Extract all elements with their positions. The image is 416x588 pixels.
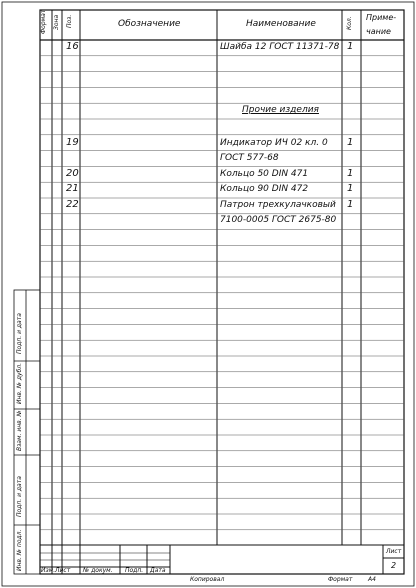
row-22-name: Патрон трехкулачковый — [220, 200, 336, 210]
tb-izm: Изм. — [41, 567, 56, 574]
footer-copied: Копировал — [190, 576, 225, 583]
stamp-sign-date-1: Подп. и дата — [16, 313, 23, 354]
tb-doc-no: № докум. — [83, 567, 113, 574]
column-lines — [52, 10, 361, 545]
stamp-vzam-inv: Взам. инв. № — [16, 410, 23, 451]
row-22-qty: 1 — [347, 199, 354, 210]
row-19-name-cont: ГОСТ 577-68 — [220, 153, 279, 163]
footer-format-label: Формат — [328, 576, 353, 583]
header-format: Формат — [40, 9, 47, 34]
row-21-pos: 21 — [66, 183, 79, 194]
row-21-name: Кольцо 90 DIN 472 — [220, 184, 309, 194]
row-22-name-cont: 7100-0005 ГОСТ 2675-80 — [220, 215, 337, 225]
row-lines — [40, 56, 404, 530]
row-19-name: Индикатор ИЧ 02 кл. 0 — [220, 138, 328, 148]
stamp-sign-date-2: Подп. и дата — [16, 476, 23, 517]
row-16-pos: 16 — [66, 41, 79, 52]
stamp-inv-podl: Инв. № подл. — [16, 529, 23, 571]
section-title-other-items: Прочие изделия — [242, 105, 319, 115]
stamp-inv-dubl: Инв. № дубл. — [16, 362, 23, 404]
tb-sheet-no: 2 — [391, 561, 397, 570]
header-qty: Кол. — [346, 16, 353, 30]
tb-date: Дата — [150, 567, 166, 574]
header-note-line1: Приме- — [366, 13, 397, 22]
tb-sign: Подп. — [125, 567, 144, 574]
row-20-qty: 1 — [347, 168, 354, 179]
header-pos: Поз. — [66, 14, 73, 28]
row-20-name: Кольцо 50 DIN 471 — [220, 169, 309, 179]
row-16-qty: 1 — [347, 41, 354, 52]
row-16-name: Шайба 12 ГОСТ 11371-78 — [220, 42, 340, 52]
row-22-pos: 22 — [66, 199, 79, 210]
tb-list: Лист — [55, 567, 71, 574]
header-zone: Зона — [53, 14, 60, 30]
row-19-qty: 1 — [347, 137, 354, 148]
header-note-line2: чание — [366, 27, 391, 36]
tb-sheet-label: Лист — [386, 548, 402, 555]
row-19-pos: 19 — [66, 137, 79, 148]
footer-format-value: А4 — [368, 576, 376, 583]
header-designation: Обозначение — [118, 19, 181, 29]
inner-frame — [40, 10, 404, 574]
row-20-pos: 20 — [66, 168, 79, 179]
header-name: Наименование — [246, 19, 316, 29]
row-21-qty: 1 — [347, 183, 354, 194]
